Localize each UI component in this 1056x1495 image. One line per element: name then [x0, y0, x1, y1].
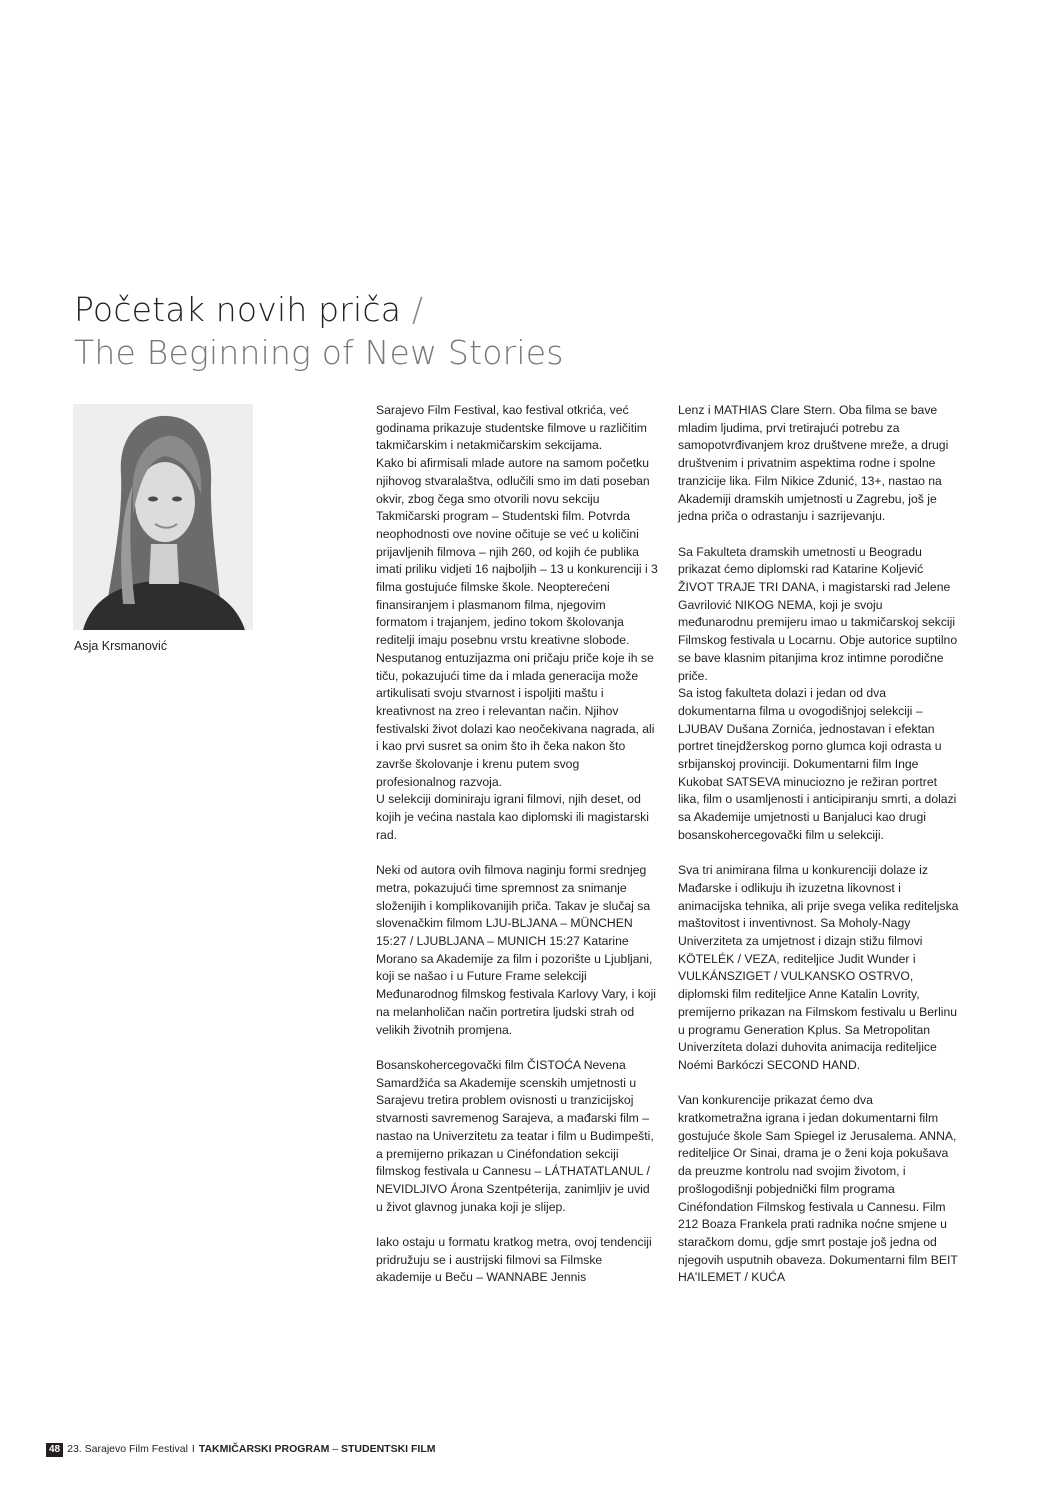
paragraph: Bosanskohercegovački film ČISTOĆA Nevena Samardžića sa Akademije scenskih umjetnosti u Sarajevu tretira problem ovisnosti u tranzicijskoj stvarnosti savremenog Sarajeva, a mađarski film – nastao na Univerzitetu za teatar i film u Budimpešti, a premijerno prikazan u Cinéfondation sekciji filmskog festivala u Cannesu – LÁTHATATLANUL / NEVIDLJIVO Árona Szentpéterija, zanimljiv je uvid u život glavnog junaka koji je slijep. — [376, 1057, 654, 1214]
paragraph: Sarajevo Film Festival, kao festival otkrića, već godinama prikazuje studentske filmove u različitim takmičarskim i netakmičarskim sekcijama. Kako bi afirmisali mlade autore na samom početku njihovog stvaralaštva, odlučili smo im dati poseban okvir, zbog čega smo otvorili novu sekciju Takmičarski program – Studentski film. Potvrda neophodnosti ove novine očituje se već u količini prijavljenih filmova – njih 260, od kojih će publika imati priliku vidjeti 16 najboljih – 13 u konkurenciji i 3 filma gostujuće filmske škole. Neopterećeni finansiranjem i plasmanom filma, njegovim formatom i trajanjem, jedino tokom školovanja reditelji imaju posebnu vrstu kreativne slobode. Nesputanog entuzijazma oni pričaju priče koje ih se tiču, pokazujući time da i mlada generacija može artikulisati svoju stvarnost i ispoljiti maštu i kreativnost na zreo i relevantan način. Njihov festivalski život dolazi kao neočekivana nagrada, ali i kao prvi susret sa onim što ih čeka nakon što završe školovanje i krenu putem svog profesionalnog razvoja. U selekciji dominiraju igrani filmovi, njih deset, od kojih je većina nastala kao diplomski ili magistarski rad. — [376, 403, 658, 842]
title-english: The Beginning of New Stories — [74, 333, 564, 372]
author-portrait-photo — [73, 404, 253, 630]
paragraph: Lenz i MATHIAS Clare Stern. Oba filma se bave mladim ljudima, prvi tretirajući potrebu za samopotvrđivanjem kroz društvene mreže, a drugi društvenim i privatnim aspektima rodne i spolne tranzicije lika. Film Nikice Zdunić, 13+, nastao na Akademiji dramskih umjetnosti u Zagrebu, još je jedna priča o odrastanju i sazrijevanju. — [678, 403, 949, 524]
article-title — [74, 288, 974, 374]
paragraph: Neki od autora ovih filmova naginju formi srednjeg metra, pokazujući time spremnost za snimanje složenijih i komplikovanijih priča. Takav je slučaj sa slovenačkim filmom LJU-BLJANA – MÜNCHEN 15:27 / LJUBLJANA – MUNICH 15:27 Katarine Morano sa Akademije za film i pozorište u Ljubljani, koji se našao i u Future Frame selekciji Međunarodnog filmskog festivala Karlovy Vary, i koji na melanholičan način portretira ljudski strah od velikih životnih promjena. — [376, 863, 656, 1037]
paragraph: Iako ostaju u formatu kratkog metra, ovoj tendenciji pridružuju se i austrijski filmovi sa Filmske akademije u Beču – WANNABE Jennis — [376, 1235, 652, 1285]
footer-dash: – — [329, 1443, 341, 1455]
page-number: 48 — [46, 1443, 63, 1457]
footer-festival: 23. Sarajevo Film Festival — [67, 1443, 188, 1455]
paragraph: Sva tri animirana filma u konkurenciji dolaze iz Mađarske i odlikuju ih izuzetna likovnost i animacijska tehnika, ali prije svega velika rediteljska maštovitost i inventivnost. Sa Moholy-Nagy Univerziteta za umjetnost i dizajn stižu filmovi KÖTELÉK / VEZA, rediteljice Judit Wunder i VULKÁNSZIGET / VULKANSKO OSTRVO, diplomski film rediteljice Anne Katalin Lovrity, premijerno prikazan na Filmskom festivalu u Berlinu u programu Generation Kplus. Sa Metropolitan Univerziteta dolazi duhovita animacija rediteljice Noémi Barkóczi SECOND HAND. — [678, 863, 959, 1072]
footer-subsection: STUDENTSKI FILM — [341, 1443, 436, 1455]
paragraph: Sa Fakulteta dramskih umetnosti u Beogradu prikazat ćemo diplomski rad Katarine Koljević ŽIVOT TRAJE TRI DANA, i magistarski rad Jelene Gavrilović NIKOG NEMA, koji je svoju međunarodnu premijeru imao u takmičarskoj sekciji Filmskog festivala u Locarnu. Obje autorice suptilno se bave klasnim pitanjima kroz intimne porodične priče. Sa istog fakulteta dolazi i jedan od dva dokumentarna filma u ovogodišnjoj selekciji – LJUBAV Dušana Zornića, jednostavan i efektan portret tinejdžerskog porno glumca koji odrasta u srbijanskoj provinciji. Dokumentarni film Inge Kukobat SATSEVA minuciozno je režiran portret lika, film o usamljenosti i anticipiranju smrti, a dolazi sa Akademije umjetnosti u Banjaluci kao drugi bosanskohercegovački film u selekciji. — [678, 544, 958, 842]
photo-caption: Asja Krsmanović — [74, 639, 168, 653]
text-column-2 — [678, 402, 960, 1287]
footer-section: TAKMIČARSKI PROGRAM — [198, 1443, 330, 1455]
text-column-1 — [376, 402, 658, 1287]
footer-separator: I — [191, 1443, 195, 1455]
page-footer — [46, 1442, 436, 1457]
title-slash: / — [401, 290, 424, 329]
title-local: Početak novih priča — [74, 290, 402, 329]
paragraph: Van konkurencije prikazat ćemo dva kratkometražna igrana i jedan dokumentarni film gostujuće škole Sam Spiegel iz Jerusalema. ANNA, rediteljice Or Sinai, drama je o ženi koja pokušava da preuzme kontrolu nad svojim životom, i prošlogodišnji pobjednički film programa Cinéfondation Filmskog festivala u Cannesu. Film 212 Boaza Frankela prati radnika noćne smjene u staračkom domu, gdje smrt postaje još jedna od njegovih usputnih obaveza. Dokumentarni film BEIT HA'ILEMET / KUĆA — [678, 1093, 958, 1285]
portrait-illustration — [73, 404, 253, 630]
